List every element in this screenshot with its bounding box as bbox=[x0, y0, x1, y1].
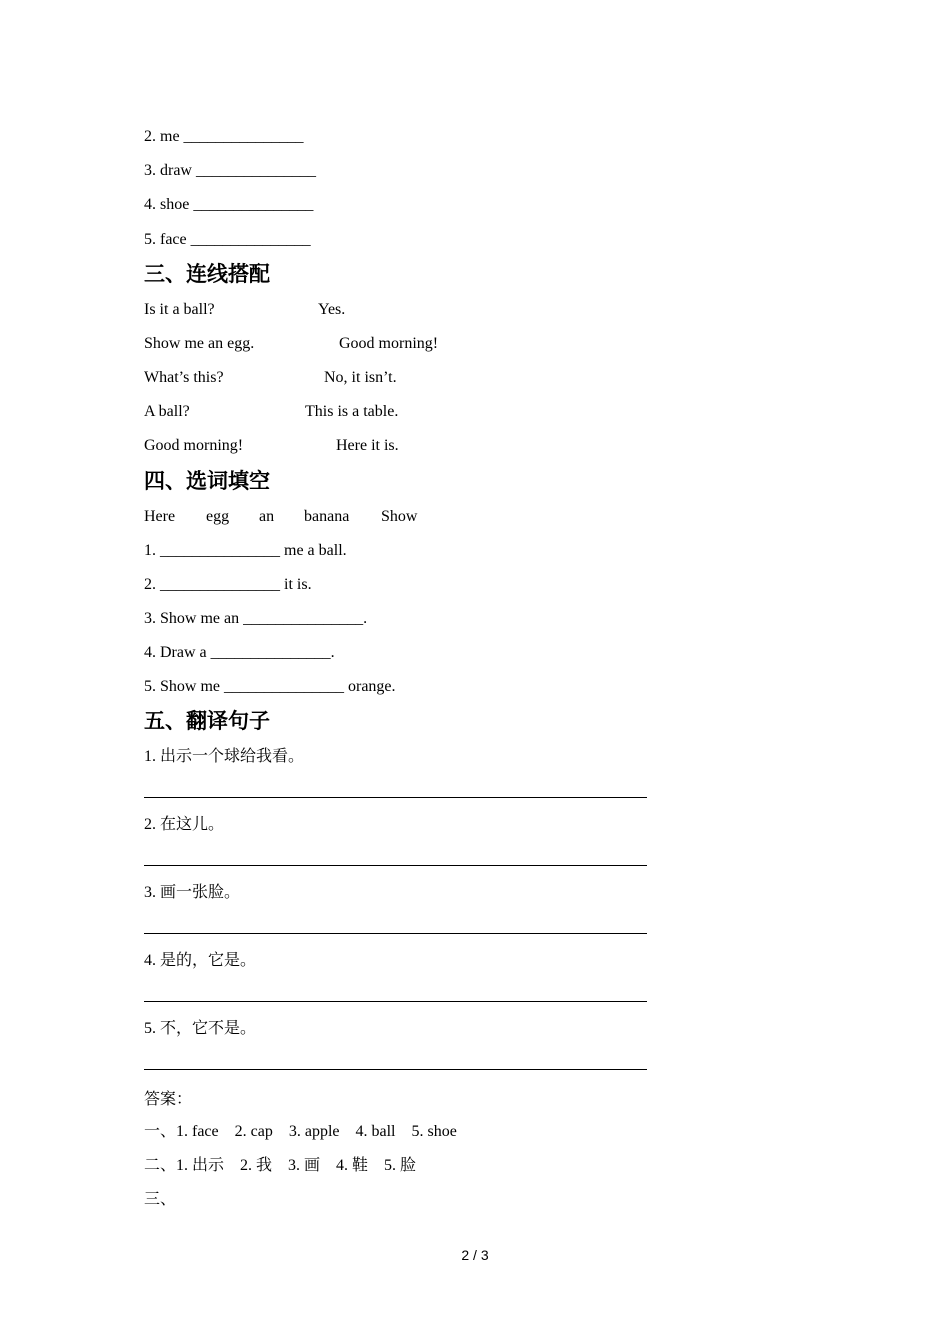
fill-blank-item: 1. _______________ me a ball. bbox=[144, 542, 347, 559]
word-bank-word: banana bbox=[304, 508, 350, 525]
fill-blank-item: 2. _______________ it is. bbox=[144, 576, 312, 593]
answers-label: 答案： bbox=[144, 1091, 193, 1108]
match-right-item: This is a table. bbox=[305, 403, 399, 420]
word-bank-word: Here bbox=[144, 508, 176, 525]
translate-item: 2. 在这儿。 bbox=[144, 816, 225, 833]
page-number: 2 / 3 bbox=[461, 1247, 489, 1263]
section2-item: 5. face _______________ bbox=[144, 231, 311, 248]
word-bank bbox=[144, 507, 544, 527]
match-right-item: Here it is. bbox=[336, 437, 399, 454]
section4-title: 四、选词填空 bbox=[144, 469, 270, 493]
section5-title: 五、翻译句子 bbox=[144, 709, 270, 733]
match-left-item: What’s this? bbox=[144, 369, 224, 386]
match-right-item: Yes. bbox=[318, 301, 346, 318]
match-left-item: Good morning! bbox=[144, 437, 244, 454]
match-right-item: Good morning! bbox=[339, 335, 439, 352]
match-left-item: Is it a ball? bbox=[144, 301, 215, 318]
translate-item: 5. 不，它不是。 bbox=[144, 1020, 257, 1037]
word-bank-word: egg bbox=[206, 508, 230, 525]
answer-line bbox=[144, 865, 647, 866]
word-bank-word: an bbox=[259, 508, 275, 525]
section2-item: 4. shoe _______________ bbox=[144, 196, 314, 213]
answers-line: 三、 bbox=[144, 1191, 177, 1208]
match-right-item: No, it isn’t. bbox=[324, 369, 397, 386]
translate-item: 1. 出示一个球给我看。 bbox=[144, 748, 305, 765]
answers-line: 一、1. face 2. cap 3. apple 4. ball 5. shoe bbox=[144, 1123, 457, 1140]
translate-item: 3. 画一张脸。 bbox=[144, 884, 241, 901]
section3-title: 三、连线搭配 bbox=[144, 262, 270, 286]
match-left-item: A ball? bbox=[144, 403, 190, 420]
translate-item: 4. 是的，它是。 bbox=[144, 952, 257, 969]
fill-blank-item: 4. Draw a _______________. bbox=[144, 644, 335, 661]
match-left-item: Show me an egg. bbox=[144, 335, 255, 352]
word-bank-word: Show bbox=[381, 508, 418, 525]
fill-blank-item: 5. Show me _______________ orange. bbox=[144, 678, 396, 695]
answers-line: 二、1. 出示 2. 我 3. 画 4. 鞋 5. 脸 bbox=[144, 1157, 417, 1174]
section2-item: 2. me _______________ bbox=[144, 128, 304, 145]
answer-line bbox=[144, 797, 647, 798]
answer-line bbox=[144, 1069, 647, 1070]
fill-blank-item: 3. Show me an _______________. bbox=[144, 610, 368, 627]
answer-line bbox=[144, 933, 647, 934]
answer-line bbox=[144, 1001, 647, 1002]
section2-item: 3. draw _______________ bbox=[144, 162, 316, 179]
